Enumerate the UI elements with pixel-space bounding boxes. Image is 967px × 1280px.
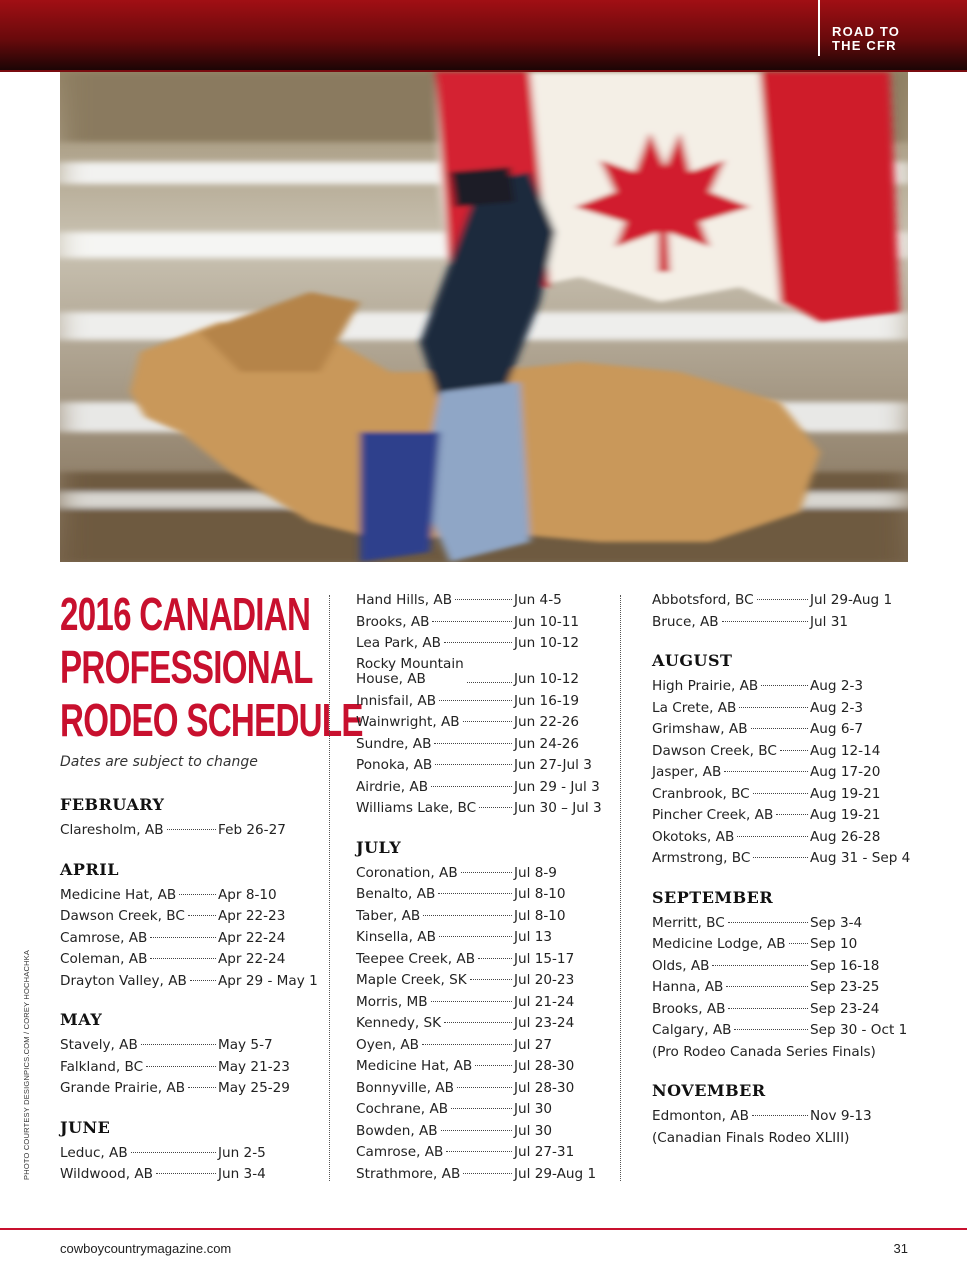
event-city: Hanna, AB — [652, 979, 724, 995]
event-city: Cochrane, AB — [356, 1101, 449, 1117]
leader-dots — [438, 893, 512, 894]
event-city: Teepee Creek, AB — [356, 950, 476, 967]
schedule-row — [652, 827, 902, 849]
leader-dots — [780, 750, 808, 751]
event-city: Medicine Hat, AB — [60, 886, 177, 903]
leader-dots — [190, 980, 216, 981]
event-date: Apr 29 - May 1 — [218, 972, 318, 989]
month-group-may — [60, 1009, 310, 1100]
event-date: Apr 22-24 — [218, 951, 286, 967]
schedule-row — [652, 999, 902, 1021]
schedule-row — [652, 1020, 908, 1042]
month-group-february — [60, 794, 310, 842]
title-line-3: RODEO SCHEDULE — [60, 694, 363, 746]
schedule-row — [60, 928, 310, 950]
leader-dots — [463, 721, 512, 722]
event-city: Dawson Creek, BC — [60, 908, 185, 924]
event-city: Wildwood, AB — [60, 1166, 153, 1182]
event-date: Sep 3-4 — [810, 914, 863, 931]
event-city: Hand Hills, AB — [356, 592, 453, 608]
event-date: Aug 19-21 — [810, 807, 881, 823]
leader-dots — [734, 1029, 808, 1030]
schedule-row — [60, 820, 310, 842]
section-label-line1: ROAD TO — [832, 24, 901, 39]
event-city: Camrose, AB — [356, 1144, 444, 1160]
schedule-row — [652, 590, 902, 612]
schedule-row — [356, 927, 606, 949]
event-date: Jun 29 - Jul 3 — [514, 778, 600, 795]
leader-dots — [728, 922, 808, 923]
leader-dots — [146, 1066, 216, 1067]
schedule-row — [356, 798, 606, 820]
event-city: Morris, MB — [356, 993, 428, 1010]
month-heading: NOVEMBER — [652, 1081, 766, 1100]
event-note: (Canadian Finals Rodeo XLIII) — [652, 1129, 850, 1146]
event-city: Kinsella, AB — [356, 929, 436, 945]
leader-dots — [739, 707, 808, 708]
event-date: Aug 12-14 — [810, 742, 881, 759]
schedule-row — [356, 949, 606, 971]
schedule-row — [356, 1013, 606, 1035]
schedule-row — [60, 885, 310, 907]
event-city: Merritt, BC — [652, 914, 725, 931]
event-date: Aug 6-7 — [810, 721, 864, 737]
leader-dots — [757, 599, 808, 600]
event-date: Sep 23-24 — [810, 1000, 880, 1017]
leader-dots — [131, 1152, 216, 1153]
event-date: Jul 31 — [810, 613, 849, 630]
schedule-row — [356, 633, 606, 655]
event-date: Sep 16-18 — [810, 957, 880, 974]
month-heading: MAY — [60, 1010, 103, 1029]
schedule-row — [356, 906, 606, 928]
page-title — [60, 588, 363, 747]
event-note: (Pro Rodeo Canada Series Finals) — [652, 1043, 876, 1060]
schedule-row — [60, 1143, 310, 1165]
event-city: Wainwright, AB — [356, 714, 460, 730]
event-city: Ponoka, AB — [356, 757, 433, 773]
event-date: May 5-7 — [218, 1037, 273, 1053]
event-date: Apr 22-24 — [218, 929, 286, 946]
event-city: Jasper, AB — [652, 764, 722, 780]
event-date: Jul 23-24 — [514, 1015, 575, 1031]
schedule-row — [652, 977, 902, 999]
leader-dots — [179, 894, 216, 895]
schedule-row — [652, 1106, 902, 1128]
schedule-row — [60, 1057, 310, 1079]
event-date: Jun 2-5 — [218, 1144, 266, 1161]
section-label-divider — [818, 0, 820, 56]
column-divider — [329, 595, 330, 1181]
schedule-row — [652, 741, 902, 763]
event-date: Aug 17-20 — [810, 764, 881, 780]
month-heading: SEPTEMBER — [652, 887, 774, 907]
leader-dots — [737, 836, 808, 837]
leader-dots — [761, 685, 808, 686]
leader-dots — [455, 599, 512, 600]
month-group-april — [60, 859, 318, 993]
leader-dots — [726, 986, 808, 987]
month-heading: APRIL — [60, 859, 119, 879]
event-date: Apr 22-23 — [218, 908, 286, 924]
schedule-row — [356, 655, 606, 691]
hero-photo — [60, 72, 908, 562]
event-date: Sep 23-25 — [810, 979, 880, 995]
event-city: Maple Creek, SK — [356, 972, 467, 988]
event-city: Strathmore, AB — [356, 1165, 461, 1182]
schedule-row — [652, 913, 902, 935]
schedule-row — [60, 949, 310, 971]
event-city: Stavely, AB — [60, 1037, 138, 1053]
event-city: Leduc, AB — [60, 1144, 128, 1161]
schedule-row — [60, 971, 318, 993]
event-city: Olds, AB — [652, 957, 710, 974]
footer-rule — [0, 1228, 967, 1230]
event-city: Brooks, AB — [652, 1000, 726, 1017]
schedule-column-1 — [60, 794, 318, 1203]
event-city: Oyen, AB — [356, 1036, 419, 1053]
event-date: Apr 8-10 — [218, 886, 277, 903]
schedule-row — [356, 1099, 606, 1121]
leader-dots — [423, 915, 512, 916]
column-divider — [620, 595, 621, 1181]
event-date: Jun 22-26 — [514, 714, 580, 730]
schedule-column-3 — [652, 590, 911, 1166]
schedule-row — [356, 612, 606, 634]
event-city: Grande Prairie, AB — [60, 1080, 186, 1096]
leader-dots — [432, 621, 512, 622]
schedule-row — [356, 1078, 606, 1100]
schedule-row — [356, 755, 606, 777]
leader-dots — [461, 872, 512, 873]
event-date: Jul 27 — [514, 1036, 553, 1053]
leader-dots — [439, 936, 512, 937]
event-date: Aug 2-3 — [810, 678, 864, 694]
event-city: Innisfail, AB — [356, 692, 437, 709]
event-date: Jul 28-30 — [514, 1058, 575, 1074]
schedule-row — [356, 1121, 606, 1143]
event-city: Edmonton, AB — [652, 1108, 749, 1124]
month-group-november — [652, 1080, 902, 1149]
event-date: Feb 26-27 — [218, 822, 286, 838]
leader-dots — [156, 1173, 216, 1174]
event-city: Sundre, AB — [356, 735, 432, 752]
leader-dots — [470, 979, 512, 980]
month-group-july — [356, 837, 606, 1186]
event-date: Aug 19-21 — [810, 785, 881, 802]
leader-dots — [728, 1008, 808, 1009]
schedule-row — [652, 762, 902, 784]
event-city: Camrose, AB — [60, 929, 148, 946]
event-date: Jul 30 — [514, 1101, 553, 1117]
event-date: Jun 10-12 — [514, 635, 580, 651]
event-date: May 21-23 — [218, 1058, 290, 1075]
event-date: Jun 27-Jul 3 — [514, 757, 592, 773]
schedule-row — [60, 1164, 310, 1186]
leader-dots — [722, 621, 808, 622]
schedule-row — [356, 992, 606, 1014]
event-city: Lea Park, AB — [356, 635, 441, 651]
leader-dots — [753, 793, 808, 794]
event-city: Taber, AB — [356, 907, 421, 924]
leader-dots — [463, 1173, 512, 1174]
leader-dots — [712, 965, 808, 966]
event-city: Coronation, AB — [356, 864, 458, 881]
event-city: Benalto, AB — [356, 886, 436, 902]
schedule-row — [652, 934, 902, 956]
event-date: Jun 10-12 — [514, 670, 580, 687]
event-date: Jul 8-9 — [514, 864, 557, 881]
leader-dots — [776, 814, 808, 815]
event-date: Jul 28-30 — [514, 1079, 575, 1096]
schedule-row — [356, 691, 606, 713]
event-city: Brooks, AB — [356, 613, 430, 630]
schedule-row — [652, 676, 902, 698]
leader-dots — [441, 1130, 512, 1131]
event-date: Jul 8-10 — [514, 886, 566, 902]
leader-dots — [457, 1087, 512, 1088]
event-date: Sep 10 — [810, 936, 858, 952]
leader-dots — [446, 1151, 512, 1152]
event-city: Drayton Valley, AB — [60, 972, 187, 989]
schedule-row — [60, 906, 310, 928]
event-date: Aug 2-3 — [810, 699, 864, 716]
leader-dots — [150, 958, 216, 959]
footer-url[interactable]: cowboycountrymagazine.com — [60, 1241, 232, 1256]
flag-rider-illustration — [60, 72, 908, 562]
month-heading: JUNE — [60, 1117, 111, 1137]
leader-dots — [422, 1044, 512, 1045]
schedule-row — [356, 777, 606, 799]
event-city: Coleman, AB — [60, 951, 148, 967]
event-city: Okotoks, AB — [652, 828, 735, 845]
event-date: Jul 29-Aug 1 — [810, 592, 893, 608]
leader-dots — [789, 943, 808, 944]
schedule-row — [652, 698, 902, 720]
event-city: Cranbrook, BC — [652, 785, 750, 802]
schedule-row — [356, 1035, 606, 1057]
event-city: Bonnyville, AB — [356, 1079, 454, 1096]
leader-dots — [439, 700, 512, 701]
event-date: Jul 20-23 — [514, 972, 575, 988]
header-bar — [0, 0, 967, 70]
schedule-row — [652, 805, 902, 827]
leader-dots — [188, 915, 216, 916]
schedule-row — [60, 1035, 310, 1057]
event-date: May 25-29 — [218, 1080, 290, 1096]
event-city: Kennedy, SK — [356, 1015, 442, 1031]
event-city: Medicine Hat, AB — [356, 1058, 473, 1074]
schedule-row — [652, 784, 902, 806]
event-date: Sep 30 - Oct 1 — [810, 1022, 908, 1038]
event-date: Jun 10-11 — [514, 613, 580, 630]
event-date: Nov 9-13 — [810, 1108, 872, 1124]
leader-dots — [188, 1087, 216, 1088]
event-city: Grimshaw, AB — [652, 721, 748, 737]
event-city: Armstrong, BC — [652, 850, 751, 866]
leader-dots — [753, 857, 808, 858]
leader-dots — [431, 1001, 512, 1002]
event-date: Jun 16-19 — [514, 692, 580, 709]
event-date: Jun 30 – Jul 3 — [514, 800, 602, 816]
event-date: Aug 26-28 — [810, 828, 881, 845]
month-group-june-continued — [356, 590, 606, 820]
leader-dots — [167, 829, 216, 830]
leader-dots — [451, 1108, 512, 1109]
subtitle: Dates are subject to change — [60, 754, 258, 770]
month-heading: AUGUST — [652, 651, 733, 670]
event-city: La Crete, AB — [652, 699, 737, 716]
leader-dots — [434, 743, 512, 744]
event-city: Dawson Creek, BC — [652, 742, 777, 759]
leader-dots — [444, 642, 512, 643]
event-city: Pincher Creek, AB — [652, 807, 774, 823]
schedule-row — [60, 1078, 310, 1100]
leader-dots — [435, 764, 512, 765]
leader-dots — [475, 1065, 512, 1066]
event-city: Falkland, BC — [60, 1058, 144, 1075]
schedule-row — [356, 970, 606, 992]
event-date: Jun 4-5 — [514, 592, 562, 608]
schedule-row — [356, 590, 606, 612]
month-group-june — [60, 1117, 310, 1186]
month-group-september — [652, 887, 908, 1064]
leader-dots — [431, 786, 512, 787]
schedule-column-2 — [356, 590, 606, 1202]
event-date: Jul 21-24 — [514, 993, 575, 1010]
event-date: Jul 29-Aug 1 — [514, 1165, 597, 1182]
event-date: Jul 8-10 — [514, 907, 566, 924]
event-city: Medicine Lodge, AB — [652, 936, 786, 952]
event-date: Jul 13 — [514, 929, 553, 945]
schedule-row — [356, 884, 606, 906]
leader-dots — [724, 771, 808, 772]
leader-dots — [478, 958, 512, 959]
leader-dots — [752, 1115, 808, 1116]
schedule-row — [356, 863, 606, 885]
month-group-august — [652, 650, 911, 870]
section-label-line2: THE CFR — [832, 38, 897, 53]
event-date: Jul 27-31 — [514, 1144, 575, 1160]
leader-dots — [751, 728, 808, 729]
leader-dots — [444, 1022, 512, 1023]
schedule-row — [652, 719, 902, 741]
event-date: Jul 15-17 — [514, 950, 575, 967]
schedule-row — [356, 1056, 606, 1078]
event-city: Airdrie, AB — [356, 778, 429, 795]
event-city: Abbotsford, BC — [652, 592, 754, 608]
event-city: High Prairie, AB — [652, 678, 759, 694]
title-line-1: 2016 CANADIAN — [60, 588, 311, 640]
title-line-2: PROFESSIONAL — [60, 641, 313, 693]
page-number: 31 — [893, 1241, 908, 1256]
section-label — [832, 25, 900, 53]
event-city: Claresholm, AB — [60, 822, 164, 838]
schedule-row — [356, 734, 606, 756]
event-city: Rocky Mountain House, AB — [356, 655, 464, 687]
schedule-row — [356, 712, 606, 734]
event-city: Calgary, AB — [652, 1022, 732, 1038]
event-city: Bowden, AB — [356, 1122, 438, 1139]
schedule-row — [652, 612, 902, 634]
leader-dots — [467, 682, 512, 683]
event-date: Jun 3-4 — [218, 1166, 266, 1182]
leader-dots — [479, 807, 512, 808]
event-city: Williams Lake, BC — [356, 800, 477, 816]
event-city: Bruce, AB — [652, 613, 719, 630]
leader-dots — [141, 1044, 216, 1045]
schedule-row — [652, 956, 902, 978]
month-heading: FEBRUARY — [60, 795, 165, 814]
schedule-row — [652, 848, 911, 870]
month-heading: JULY — [356, 837, 402, 857]
event-date: Jun 24-26 — [514, 735, 580, 752]
schedule-row — [356, 1164, 606, 1186]
event-date: Jul 30 — [514, 1122, 553, 1139]
event-date: Aug 31 - Sep 4 — [810, 850, 911, 866]
schedule-row — [356, 1142, 606, 1164]
photo-credit: PHOTO COURTESY DESIGNPICS.COM / COREY HOCHACHKA — [22, 949, 31, 1180]
leader-dots — [150, 937, 216, 938]
month-group-july-continued — [652, 590, 902, 633]
